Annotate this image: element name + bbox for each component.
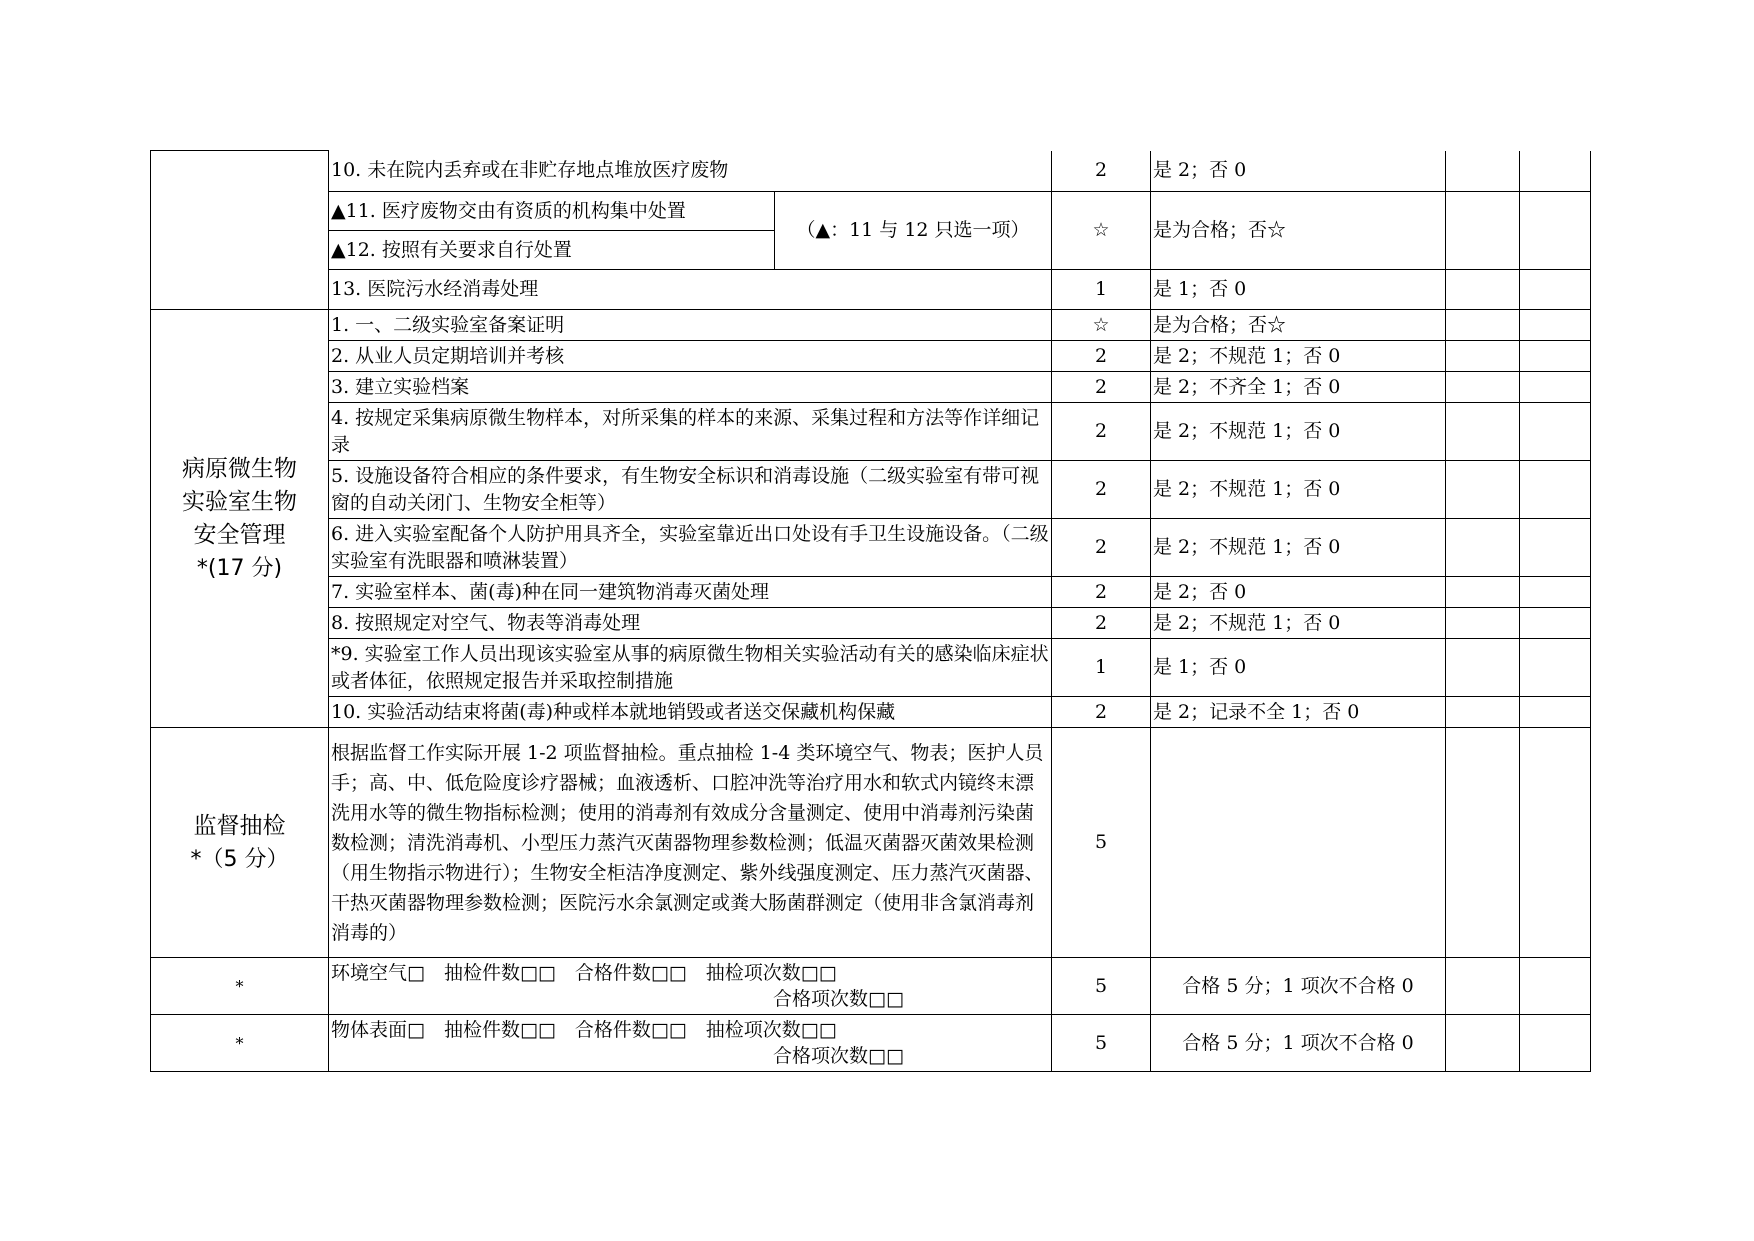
self-check-cell [1446,151,1520,192]
item-cell: 1. 一、二级实验室备案证明 [329,310,1052,341]
score-cell: 2 [1052,151,1151,192]
item-cell: 10. 未在院内丢弃或在非贮存地点堆放医疗废物 [329,151,1052,192]
sample-line-1: 物体表面□ 抽检件数□□ 合格件数□□ 抽检项次数□□ [331,1019,837,1041]
remark-cell [1520,270,1591,310]
criteria-cell: 是 2；不规范 1；否 0 [1151,341,1446,372]
category-cell-supervision-sampling [151,728,329,958]
item-cell: 8. 按照规定对空气、物表等消毒处理 [329,608,1052,639]
self-check-cell [1446,341,1520,372]
category-line: 病原微生物 [182,455,297,482]
table-row [151,639,1591,697]
criteria-cell: 是 2；不规范 1；否 0 [1151,461,1446,519]
item-cell: *9. 实验室工作人员出现该实验室从事的病原微生物相关实验活动有关的感染临床症状或者体征，依照规定报告并采取控制措施 [329,639,1052,697]
score-cell: 5 [1052,1015,1151,1072]
remark-cell [1520,461,1591,519]
score-cell: 5 [1052,958,1151,1015]
score-cell: 5 [1052,728,1151,958]
criteria-cell: 是 2；不规范 1；否 0 [1151,403,1446,461]
table-row [151,519,1591,577]
score-cell: 2 [1052,519,1151,577]
remark-cell [1520,697,1591,728]
criteria-cell: 是 2；不规范 1；否 0 [1151,519,1446,577]
self-check-cell [1446,403,1520,461]
remark-cell [1520,403,1591,461]
item-cell: 10. 实验活动结束将菌(毒)种或样本就地销毁或者送交保藏机构保藏 [329,697,1052,728]
criteria-cell: 是 2；记录不全 1；否 0 [1151,697,1446,728]
inspection-table [150,150,1591,1072]
score-cell: 2 [1052,403,1151,461]
remark-cell [1520,310,1591,341]
score-cell: ☆ [1052,310,1151,341]
remark-cell [1520,192,1591,270]
item-cell: 根据监督工作实际开展 1-2 项监督抽检。重点抽检 1-4 类环境空气、物表；医护人员手；高、中、低危险度诊疗器械；血液透析、口腔冲洗等治疗用水和软式内镜终末漂洗用水等的微生物指标检测；使用的消毒剂有效成分含量测定、使用中消毒剂污染菌数检测；清洗消毒机、小型压力蒸汽灭菌器物理参数检测；低温灭菌器灭菌效果检测（用生物指示物进行）；生物安全柜洁净度测定、紫外线强度测定、压力蒸汽灭菌器、干热灭菌器物理参数检测；医院污水余氯测定或粪大肠菌群测定（使用非含氯消毒剂消毒的） [329,728,1052,958]
table-row [151,577,1591,608]
item-cell: 7. 实验室样本、菌(毒)种在同一建筑物消毒灭菌处理 [329,577,1052,608]
table-row [151,697,1591,728]
score-cell: 2 [1052,372,1151,403]
criteria-cell: 是为合格；否☆ [1151,310,1446,341]
self-check-cell [1446,310,1520,341]
self-check-cell [1446,577,1520,608]
item-cell: 5. 设施设备符合相应的条件要求，有生物安全标识和消毒设施（二级实验室有带可视窗的自动关闭门、生物安全柜等） [329,461,1052,519]
self-check-cell [1446,608,1520,639]
self-check-cell [1446,519,1520,577]
criteria-cell: 是 2；不齐全 1；否 0 [1151,372,1446,403]
remark-cell [1520,958,1591,1015]
category-score-line: *（5 分） [190,846,289,872]
self-check-cell [1446,728,1520,958]
score-cell: ☆ [1052,192,1151,270]
category-line: 安全管理 [193,521,286,548]
score-cell: 2 [1052,697,1151,728]
self-check-cell [1446,697,1520,728]
criteria-cell: 是 2；否 0 [1151,577,1446,608]
criteria-cell: 是 1；否 0 [1151,639,1446,697]
category-cell-star: * [151,1015,329,1072]
self-check-cell [1446,372,1520,403]
item-cell: ▲11. 医疗废物交由有资质的机构集中处置 [329,192,775,231]
self-check-cell [1446,192,1520,270]
remark-cell [1520,577,1591,608]
table-row [151,608,1591,639]
score-cell: 2 [1052,608,1151,639]
inspection-table-sheet [150,150,1590,1072]
choice-note-cell: （▲：11 与 12 只选一项） [775,192,1052,270]
table-row [151,372,1591,403]
table-row [151,403,1591,461]
item-cell: 6. 进入实验室配备个人防护用具齐全，实验室靠近出口处设有手卫生设施设备。（二级实验室有洗眼器和喷淋装置） [329,519,1052,577]
self-check-cell [1446,270,1520,310]
item-cell [329,1015,1052,1072]
criteria-cell: 是 2；否 0 [1151,151,1446,192]
sample-line-2: 合格项次数□□ [773,1045,904,1067]
score-cell: 2 [1052,461,1151,519]
category-score-line: *(17 分) [196,555,283,581]
criteria-cell: 合格 5 分；1 项次不合格 0 [1151,958,1446,1015]
criteria-cell [1151,728,1446,958]
score-cell: 2 [1052,341,1151,372]
table-row [151,1015,1591,1072]
table-row [151,461,1591,519]
criteria-cell: 合格 5 分；1 项次不合格 0 [1151,1015,1446,1072]
item-cell: 3. 建立实验档案 [329,372,1052,403]
remark-cell [1520,519,1591,577]
table-row [151,270,1591,310]
criteria-cell: 是 1；否 0 [1151,270,1446,310]
table-row [151,341,1591,372]
self-check-cell [1446,639,1520,697]
category-cell-lab-biosafety [151,310,329,728]
table-row [151,192,1591,231]
category-line: 监督抽检 [193,812,286,839]
item-cell: ▲12. 按照有关要求自行处置 [329,231,775,270]
category-cell-waste [151,151,329,310]
remark-cell [1520,372,1591,403]
self-check-cell [1446,1015,1520,1072]
table-row [151,310,1591,341]
table-row [151,151,1591,192]
criteria-cell: 是为合格；否☆ [1151,192,1446,270]
table-row [151,958,1591,1015]
criteria-cell: 是 2；不规范 1；否 0 [1151,608,1446,639]
sample-line-1: 环境空气□ 抽检件数□□ 合格件数□□ 抽检项次数□□ [331,962,837,984]
category-cell-star: * [151,958,329,1015]
score-cell: 1 [1052,270,1151,310]
table-row [151,728,1591,958]
remark-cell [1520,639,1591,697]
score-cell: 1 [1052,639,1151,697]
score-cell: 2 [1052,577,1151,608]
item-cell: 2. 从业人员定期培训并考核 [329,341,1052,372]
self-check-cell [1446,958,1520,1015]
remark-cell [1520,151,1591,192]
sample-line-2: 合格项次数□□ [773,988,904,1010]
item-cell [329,958,1052,1015]
remark-cell [1520,341,1591,372]
item-cell: 4. 按规定采集病原微生物样本，对所采集的样本的来源、采集过程和方法等作详细记录 [329,403,1052,461]
self-check-cell [1446,461,1520,519]
remark-cell [1520,608,1591,639]
remark-cell [1520,728,1591,958]
category-line: 实验室生物 [182,488,297,515]
remark-cell [1520,1015,1591,1072]
item-cell: 13. 医院污水经消毒处理 [329,270,1052,310]
